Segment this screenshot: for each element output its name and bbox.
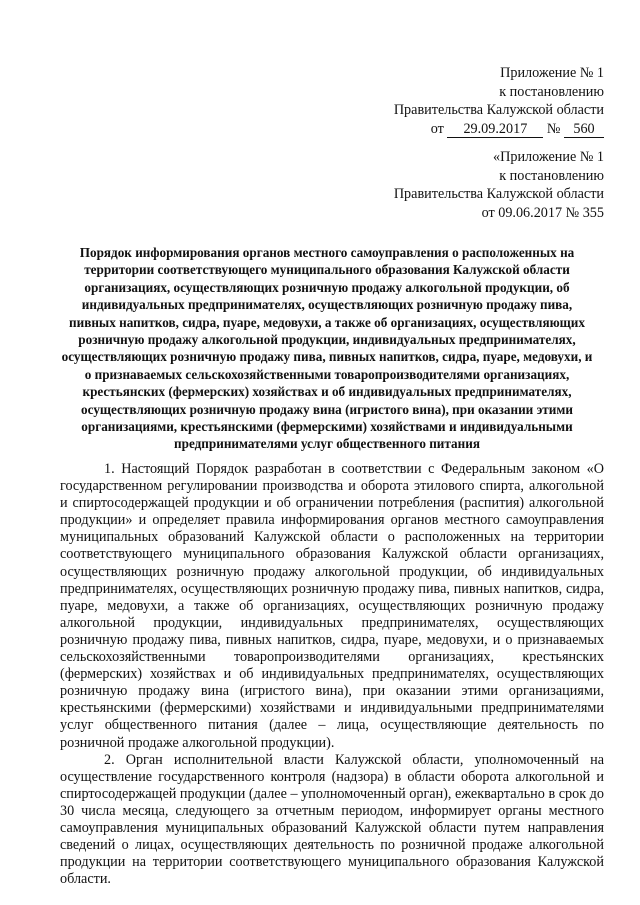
resolution-date: 29.09.2017 bbox=[447, 122, 543, 138]
from-label: от bbox=[430, 120, 444, 137]
previous-government-name: Правительства Калужской области bbox=[393, 186, 604, 202]
paragraph-1: 1. Настоящий Порядок разработан в соответствии с Федеральным законом «О государственном регулировании производства и оборота этилового спирта, алкогольной и спиртосодержащей продукции и об ограничении потребления (распития) алкогольной продукции» и определяет правила информирования органов местного самоуправления муниципальных образований Калужской области о расположенных на территории соответствующего муниципального образования Калужской области организациях, осуществляющих розничную продажу алкогольной продукции, об индивидуальных предпринимателях, осуществляющих розничную продажу пива, пивных напитков, сидра, пуаре, медовухи, а также об организациях, осуществляющих розничную продажу алкогольной продукции, индивидуальных предпринимателях, осуществляющих розничную продажу пива, пивных напитков, сидра, пуаре, медовухи, и о признаваемых сельскохозяйственными товаропроизводителями организациях, крестьянских (фермерских) хозяйствах и об индивидуальных предпринимателях, осуществляющих розничную продажу вина (игристого вина), при оказании этими организациями, крестьянскими (фермерскими) хозяйствами и индивидуальными предпринимателями услуг общественного питания (далее – лица, осуществляющие деятельность по розничной продаже алкогольной продукции). bbox=[60, 461, 604, 751]
document-body bbox=[60, 461, 604, 888]
previous-resolution-label: к постановлению bbox=[499, 167, 604, 184]
appendix-number: Приложение № 1 bbox=[500, 65, 604, 81]
resolution-number: 560 bbox=[564, 122, 604, 138]
appendix-resolution-label: к постановлению bbox=[499, 83, 604, 100]
appendix-previous-header bbox=[394, 148, 604, 222]
previous-appendix-number: «Приложение № 1 bbox=[493, 149, 604, 165]
appendix-date-line bbox=[394, 120, 604, 139]
document-title: Порядок информирования органов местного самоуправления о расположенных на территории соответствующего муниципального образования Калужской области организациях, осуществляющих розничную продажу алкогольной продукции, об индивидуальных предпринимателях, осуществляющих розничную продажу пива, пивных напитков, сидра, пуаре, медовухи, а также об организациях, осуществляющих розничную продажу алкогольной продукции, индивидуальных предпринимателях, осуществляющих розничную продажу пива, пивных напитков, сидра, пуаре, медовухи, и о признаваемых сельскохозяйственными товаропроизводителями организациях, крестьянских (фермерских) хозяйствах и об индивидуальных предпринимателях, осуществляющих розничную продажу вина (игристого вина), при оказании этими организациями, крестьянскими (фермерскими) хозяйствами и индивидуальными предпринимателями услуг общественного питания bbox=[61, 245, 593, 452]
paragraph-2: 2. Орган исполнительной власти Калужской области, уполномоченный на осуществление государственного контроля (надзора) в области оборота алкогольной и спиртосодержащей продукции (далее – уполномоченный орган), ежеквартально в срок до 30 числа месяца, следующего за отчетным периодом, информирует органы местного самоуправления муниципальных образований Калужской области путем направления сведений о лицах, осуществляющих деятельность по розничной продаже алкогольной продукции на территории соответствующего муниципального образования Калужской области. bbox=[60, 751, 604, 888]
appendix-current-header bbox=[394, 64, 604, 138]
appendix-government-name: Правительства Калужской области bbox=[393, 102, 604, 118]
previous-resolution-date: от 09.06.2017 № 355 bbox=[481, 204, 604, 221]
number-label: № bbox=[546, 120, 561, 137]
